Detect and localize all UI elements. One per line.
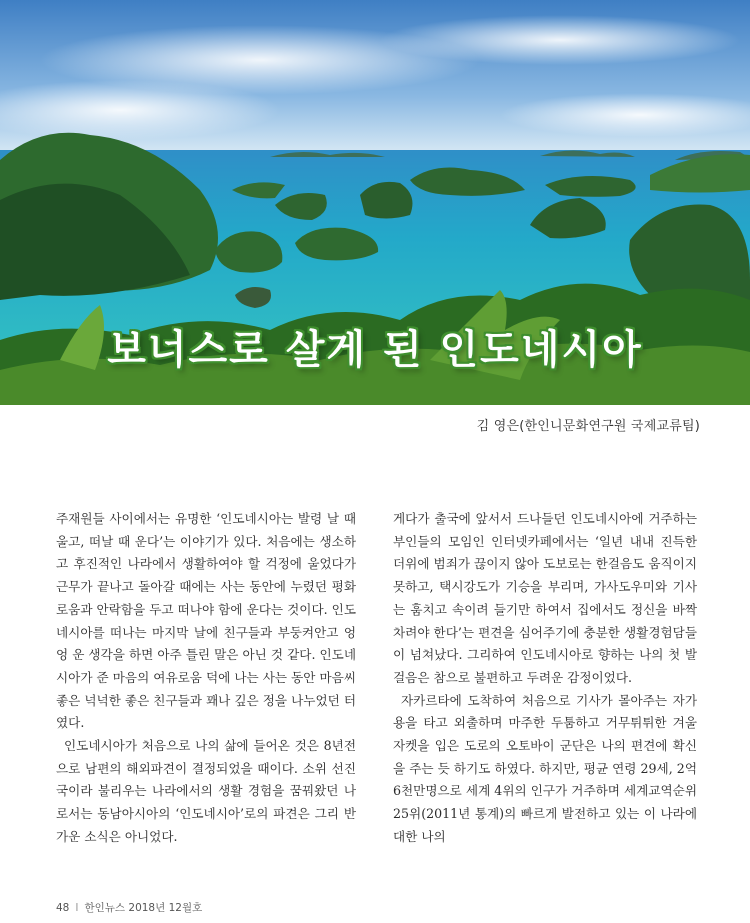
paragraph: 주재원들 사이에서는 유명한 ‘인도네시아는 발령 날 때 울고, 떠날 때 운다’는 이야기가 있다. 처음에는 생소하고 후진적인 나라에서 생활하여야 할 걱정에 울었다가 근무가 끝나고 돌아갈 때에는 사는 동안에 누렸던 평화로움과 안락함을 두고 떠나야 함에 운다는 것이다. 인도네시아를 떠나는 마지막 날에 친구들과 부둥켜안고 엉엉 운 생각을 하면 아주 틀린 말은 아닌 것 같다. 인도네시아가 준 마음의 여유로움 덕에 나는 사는 동안 마음씨 좋은 넉넉한 좋은 친구들과 꽤나 깊은 정을 나누었던 터였다. — [56, 511, 356, 731]
page-number: 48 — [56, 902, 70, 914]
footer-separator: I — [75, 902, 79, 914]
page-footer — [56, 900, 202, 915]
paragraph: 자카르타에 도착하여 처음으로 기사가 몰아주는 자가용을 타고 외출하며 마주한 두툼하고 거무튀튀한 겨울 자켓을 입은 도로의 오토바이 군단은 나의 편견에 확신을 주는 듯 하기도 하였다. 하지만, 평균 연령 29세, 2억6천만명으로 세계 4위의 인구가 거주하며 세계교역순위 25위(2011년 통계)의 빠르게 발전하고 있는 이 나라에 대한 나의 — [393, 692, 697, 844]
hero-image — [0, 0, 750, 405]
paragraph: 게다가 출국에 앞서서 드나들던 인도네시아에 거주하는 부인들의 모임인 인터넷카페에서는 ‘일년 내내 진득한 더위에 범죄가 끊이지 않아 도보로는 한걸음도 움직이지 못하고, 택시강도가 기승을 부리며, 가사도우미와 기사는 훔치고 속이려 들기만 하여서 집에서도 정신을 바짝 차려야 한다’는 편견을 심어주기에 충분한 생활경험담들이 넘쳐났다. 그리하여 인도네시아로 향하는 나의 첫 발걸음은 참으로 불편하고 두려운 감정이었다. — [393, 511, 697, 685]
publication-name: 한인뉴스 2018년 12월호 — [84, 902, 203, 914]
article-title: 보너스로 살게 된 인도네시아 — [107, 327, 643, 373]
article-column-right — [393, 508, 697, 849]
article-column-left — [56, 508, 356, 849]
author-byline: 김 영은(한인니문화연구원 국제교류팀) — [476, 419, 700, 434]
paragraph: 인도네시아가 처음으로 나의 삶에 들어온 것은 8년전으로 남편의 해외파견이 결정되었을 때이다. 소위 선진국이라 불리우는 나라에서의 생활 경험을 꿈꿔왔던 나로서는 동남아시아의 ‘인도네시아’로의 파견은 그리 반가운 소식은 아니었다. — [56, 738, 356, 844]
